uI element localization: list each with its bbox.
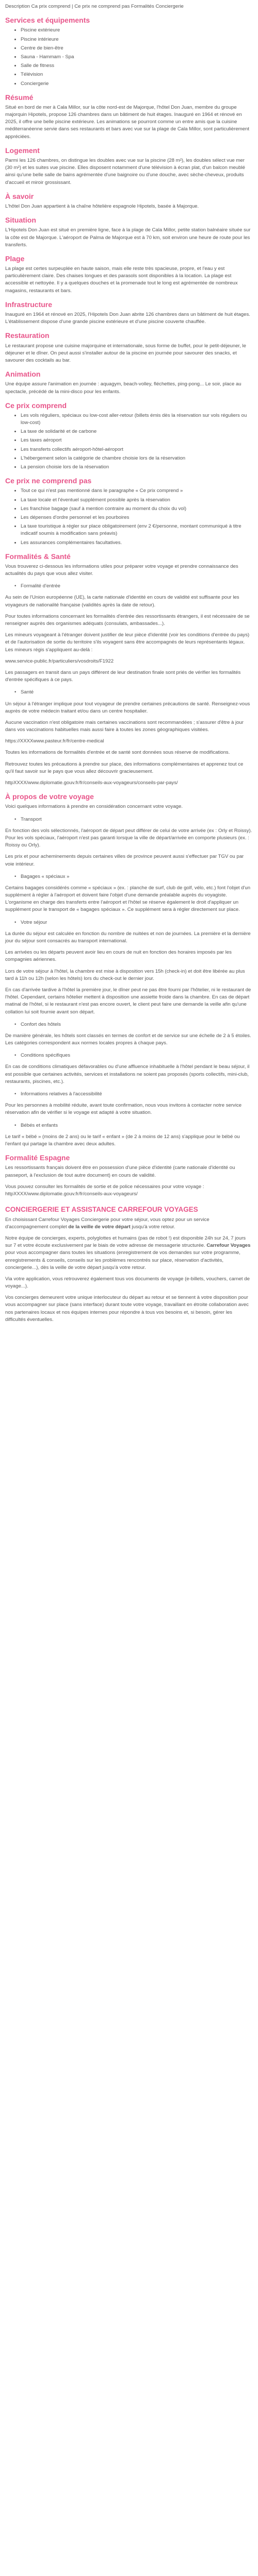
- services-title: Services et équipements: [5, 16, 90, 25]
- list-item: • La taxe locale et l'éventuel supplément possible après la réservation: [21, 497, 253, 504]
- conciergerie-text: Via votre application, vous retrouverez également tous vos documents de voyage (e-billets, vouchers, carnet de voyage...).: [5, 1276, 250, 1290]
- list-item: • La pension choisie lors de la réservation: [21, 464, 253, 471]
- list-item: • Les franchise bagage (sauf à mention contraire au moment du choix du vol): [21, 505, 253, 513]
- text-span: Notre équipe de concierges, experts, polyglottes et humains (pas de robot !) est disponible 24h sur 24, 7 jours sur 7 et votre écoute exclusivement par le biais de votre adresse de messagerie structurée.: [5, 1235, 246, 1249]
- plage-text: La plage est certes surpeuplée en haute saison, mais elle reste très spacieuse, propre, et l'eau y est particulièrement claire. Des chaises longues et des parasols sont disponibles à la location. La plage est accessible et nettoyée. Il y a quelques douches et la promenade tout le long est agrémentée de nombreux magasins, restaurants et bars.: [5, 266, 238, 294]
- transport-text: Les prix et pour acheminements depuis certaines villes de province peuvent aussi s'effectuer par TGV ou par voie intérieur.: [5, 854, 244, 867]
- sejour-text: La durée du séjour est calculée en fonction du nombre de nuitées et non de journées. La première et la dernière jour du séjour sont consacrés au transport international.: [5, 930, 251, 944]
- list-item: • La taxe de solidarité et de carbone: [21, 428, 253, 435]
- list-item: • Les dépenses d'ordre personnel et les pourboires: [21, 514, 253, 521]
- ce-prix-comprend-section: [5, 401, 253, 471]
- text-span: pour vous accompagner dans toutes les situations (enregistrement de vos demandes sur votre programme, enregistrements & conseils, conseils sur les problèmes rencontrés sur place, réservation d'activités, conciergerie...), dès la veille de votre départ jusqu'à votre retour.: [5, 1250, 240, 1270]
- formalite-espagne-title: Formalité Espagne: [5, 1154, 70, 1162]
- restauration-title: Restauration: [5, 331, 50, 340]
- conciergerie-section: [5, 1205, 253, 1324]
- confort-text: De manière générale, les hôtels sont classés en termes de confort et de service sur une échelle de 2 à 5 étoiles. Les catégories correspondent aux normes locales propres à chaque pays.: [5, 1032, 251, 1046]
- infrastructure-title: Infrastructure: [5, 300, 53, 309]
- bagages-label: • Bagages « spéciaux »: [5, 873, 253, 880]
- plage-section: [5, 254, 253, 295]
- formalites-title: Formalités & Santé: [5, 552, 71, 561]
- confort-label: • Confort des hôtels: [5, 1021, 253, 1028]
- sante-label: • Santé: [5, 689, 253, 696]
- restauration-section: [5, 331, 253, 364]
- diplomatie-link[interactable]: httpXXXX/www.diplomatie.gouv.fr/fr/conseils-aux-voyageurs/conseils-par-pays/: [5, 780, 178, 786]
- propos-intro: Voici quelques informations à prendre en considération concernant votre voyage.: [5, 804, 183, 810]
- logement-section: [5, 146, 253, 187]
- sante-text: Toutes les informations de formalités d'entrée et de santé sont données sous réserve de modifications.: [5, 750, 230, 756]
- espagne-text: Vous pouvez consulter les formalités de sortie et de police nécessaires pour votre voyage : httpXXXX/www.diplomatie.gouv.fr/fr/conseils-aux-voyageurs/: [5, 1183, 204, 1197]
- accessibilite-label: • Informations relatives à l'accessibilité: [5, 1091, 253, 1098]
- transport-label: • Transport: [5, 816, 253, 823]
- list-item: • Les assurances complémentaires facultatives.: [21, 539, 253, 547]
- formalites-intro: Vous trouverez ci-dessous les informations utiles pour préparer votre voyage et prendre connaissance des actualités du pays que vous allez visiter.: [5, 563, 238, 577]
- espagne-text: Les ressortissants français doivent être en possession d'une pièce d'identité (carte nationale d'identité ou passeport, à l'exclusion de tout autre document) en cours de validité.: [5, 1165, 235, 1178]
- conciergerie-text: [5, 1216, 253, 1231]
- list-item: • Sauna - Hammam - Spa: [21, 54, 253, 61]
- formalite-entree-label: • Formalité d'entrée: [5, 583, 253, 590]
- savoir-title: À savoir: [5, 192, 34, 200]
- restauration-text: Le restaurant propose une cuisine majorquine et internationale, sous forme de buffet, pour le petit-déjeuner, le déjeuner et le dîner. On peut aussi s'installer autour de la piscine en journée pour savourer des snacks, et savourer des cocktails au bar.: [5, 343, 247, 363]
- resume-text: Situé en bord de mer à Cala Millor, sur la côte nord-est de Majorque, l'hôtel Don Juan, membre du groupe majorquin Hipotels, propose 126 chambres dans un bâtiment de huit étages. Inauguré en 1964 et rénové en 2025, il offre une belle piscine extérieure. Les animations se pourront comme un entre amis que la cuisine méditerranéenne servie dans ses restaurants et bars avec vue sur la plage de Cala Millor, sont particulièrement appréciées.: [5, 104, 250, 140]
- conditions-text: En cas de conditions climatiques défavorables ou d'une affluence inhabituelle à l'hôtel pendant le beau séjour, il est possible que certaines activités, services et installations ne soient pas proposés (sports collectifs, mini-club, restaurants, piscines, etc.).: [5, 1064, 250, 1084]
- sante-text: Un séjour à l'étranger implique pour tout voyageur de prendre certaines précautions de santé. Renseignez-vous auprès de votre médecin traitant et/ou dans un centre hospitalier.: [5, 701, 250, 714]
- bold-text: de la veille de votre départ: [68, 1224, 131, 1230]
- list-item: • Télévision: [21, 71, 253, 78]
- list-item: • Les taxes aéroport: [21, 437, 253, 444]
- list-item: • Salle de fitness: [21, 62, 253, 70]
- infrastructure-text: Inauguré en 1964 et rénové en 2025, l'Hipotels Don Juan abrite 126 chambres dans un bâtiment de huit étages. L'établissement dispose d'une grande piscine extérieure et d'une piscine couverte chauffée.: [5, 312, 250, 325]
- pasteur-link[interactable]: https://XXXXwww.pasteur.fr/fr/centre-medical: [5, 738, 104, 744]
- bold-text: Carrefour Voyages: [206, 1243, 251, 1249]
- ce-prix-comprend-title: Ce prix comprend: [5, 401, 67, 410]
- list-item: • Les transferts collectifs aéroport-hôtel-aéroport: [21, 446, 253, 453]
- formalites-text: Les passagers en transit dans un pays différent de leur destination finale sont priés de vérifier les formalités d'entrée spécifiques à ce pays.: [5, 669, 241, 683]
- ne-comprend-pas-title: Ce prix ne comprend pas: [5, 477, 92, 485]
- ce-prix-comprend-list: [5, 412, 253, 471]
- animation-title: Animation: [5, 370, 41, 379]
- conciergerie-text: Vos concierges demeurent votre unique interlocuteur du départ au retour et se tiennent à votre disposition pour vous accompagner sur place (sans interface) durant toute votre voyage, travaillant en étroite collaboration avec nos partenaires locaux et nos équipes internes pour répondre à tous vos besoins et, si besoin, gérer les difficultés éventuelles.: [5, 1295, 249, 1323]
- list-item: • Piscine intérieure: [21, 36, 253, 43]
- list-item: • Conciergerie: [21, 80, 253, 88]
- list-item: • Tout ce qui n'est pas mentionné dans le paragraphe « Ce prix comprend »: [21, 487, 253, 495]
- formalites-text: Pour toutes informations concernant les formalités d'entrée des ressortissants étrangers, il est nécessaire de se renseigner auprès des organismes adéquats (consulats, ambassades...).: [5, 613, 250, 626]
- savoir-section: [5, 192, 253, 210]
- breadcrumb: Description Ca prix comprend | Ce prix ne comprend pas Formalités Conciergerie: [5, 4, 184, 9]
- infrastructure-section: [5, 300, 253, 326]
- formalites-text: Au sein de l'Union européenne (UE), la carte nationale d'identité en cours de validité est suffisante pour les voyageurs de nationalité française (validités après la date de retour).: [5, 595, 239, 608]
- sejour-text: En cas d'arrivée tardive à l'hôtel la première jour, le dîner peut ne pas être fourni par l'hôtelier, ni le restaurant de l'hôtel. Cependant, certains hôtelier mettent à disposition une assiette froide dans la chambre. En cas de départ matinal de l'hôtel, si le restaurant n'est pas encore ouvert, le client peut faire une demande la veille afin qu'une collation lui soit fournie avant son départ.: [5, 987, 251, 1015]
- conciergerie-title: CONCIERGERIE ET ASSISTANCE CARREFOUR VOYAGES: [5, 1206, 198, 1214]
- conditions-label: • Conditions spécifiques: [5, 1052, 253, 1059]
- list-item: • La taxe touristique à régler sur place obligatoirement (env 2 €/personne, montant communiqué à titre indicatif soumis à modification sans préavis): [21, 523, 253, 537]
- services-list: [5, 27, 253, 87]
- animation-text: Une équipe assure l'animation en journée : aquagym, beach-volley, fléchettes, ping-pong... Le soir, place au spectacle, précédé de la mini-disco pour les enfants.: [5, 381, 241, 395]
- logement-title: Logement: [5, 146, 40, 155]
- sejour-label: • Votre séjour: [5, 919, 253, 926]
- propos-title: À propos de votre voyage: [5, 792, 94, 801]
- resume-section: [5, 93, 253, 141]
- sante-text: Aucune vaccination n'est obligatoire mais certaines vaccinations sont recommandées ; s'assurer d'être à jour dans vos vaccinations habituelles mais aussi faire à toutes les zones géographiques visitées.: [5, 719, 244, 733]
- conciergerie-text: [5, 1235, 253, 1272]
- ne-comprend-pas-section: [5, 476, 253, 547]
- bagages-text: Certains bagages considérés comme « spéciaux » (ex. : planche de surf, club de golf, vélo, etc.) font l'objet d'un supplément à régler à l'aéroport et doivent faire l'objet d'une demande préalable auprès du voyagiste. L'organisme en charge des transferts entre l'aéroport et l'hôtel se réserve également le droit d'appliquer un supplément pour le transport de « bagages spéciaux ». Ce supplément sera à régler directement sur place.: [5, 885, 251, 913]
- services-section: [5, 15, 253, 88]
- bebes-text: Le tarif « bébé » (moins de 2 ans) ou le tarif « enfant » (de 2 à moins de 12 ans) s'applique pour le bébé ou l'enfant qui partage la chambre avec deux adultes.: [5, 1133, 240, 1147]
- list-item: • Centre de bien-être: [21, 45, 253, 52]
- list-item: • Piscine extérieure: [21, 27, 253, 34]
- list-item: • Les vols réguliers, spéciaux ou low-cost aller-retour (billets émis dès la réservation sur vols réguliers ou low-cost): [21, 412, 253, 427]
- animation-section: [5, 369, 253, 396]
- plage-title: Plage: [5, 254, 25, 263]
- list-item: • L'hébergement selon la catégorie de chambre choisie lors de la réservation: [21, 455, 253, 462]
- logement-text: Parmi les 126 chambres, on distingue les doubles avec vue sur la piscine (28 m²), les doubles sélect vue mer (30 m²) et les suites vue piscine. Elles disposent notamment d'une télévision à écran plat, d'un balcon meublé ainsi qu'une belle salle de bains agrémentée d'une baignoire ou d'une douche, avec sèche-cheveux, produits d'accueil et miroir grossissant.: [5, 158, 245, 185]
- sante-text: Retrouvez toutes les précautions à prendre sur place, des informations complémentaires et apprenez tout ce qu'il faut savoir sur le pays que vous allez découvrir gracieusement.: [5, 761, 244, 774]
- service-public-link[interactable]: www.service-public.fr/particuliers/vosdroits/F1922: [5, 658, 114, 664]
- savoir-text: L'hôtel Don Juan appartient à la chaîne hôtelière espagnole Hipotels, basée à Majorque.: [5, 203, 199, 209]
- situation-text: L'Hipotels Don Juan est situé en première ligne, face à la plage de Cala Millor, petite station balnéaire située sur la côte est de Majorque. L'aéroport de Palma de Majorque est à 70 km, soit environ une heure de route pour les transferts.: [5, 227, 251, 248]
- formalites-section: [5, 552, 253, 787]
- resume-title: Résumé: [5, 93, 34, 101]
- bebes-label: • Bébés et enfants: [5, 1122, 253, 1129]
- accessibilite-text: Pour les personnes à mobilité réduite, avant toute confirmation, nous vous invitons à contacter notre service réservation afin de vérifier si le voyage est adapté à votre situation.: [5, 1103, 242, 1116]
- transport-text: En fonction des vols sélectionnés, l'aéroport de départ peut différer de celui de votre arrivée (ex : Orly et Roissy). Pour les vols spéciaux, l'aéroport n'est pas garanti lorsque la ville de départ/arrivée en comporte plusieurs (ex. : Roissy ou Orly).: [5, 827, 252, 849]
- text-span: En choisissant Carrefour Voyages Conciergerie pour votre séjour, vous optez pour un service d'accompagnement complet: [5, 1216, 209, 1230]
- sejour-text: Les arrivées ou les départs peuvent avoir lieu en cours de nuit en fonction des horaires imposés par les compagnies aériennes.: [5, 950, 232, 963]
- text-span: jusqu'à votre retour.: [130, 1224, 175, 1230]
- sejour-text: Lors de votre séjour à l'hôtel, la chambre est mise à disposition vers 15h (check-in) et doit être libérée au plus tard à 11h ou 12h (selon les hôtels) lors du check-out le dernier jour.: [5, 968, 245, 981]
- propos-section: [5, 792, 253, 1148]
- formalite-espagne-section: [5, 1153, 253, 1198]
- situation-section: [5, 215, 253, 249]
- situation-title: Situation: [5, 216, 36, 225]
- ne-comprend-pas-list: [5, 487, 253, 546]
- formalites-text: Les mineurs voyageant à l'étranger doivent justifier de leur pièce d'identité (voir les conditions d'entrée du pays) et de l'autorisation de sortie du territoire s'ils voyagent sans être accompagnés de leurs représentants légaux. Les mineurs régis s'appliquent au-delà :: [5, 632, 250, 653]
